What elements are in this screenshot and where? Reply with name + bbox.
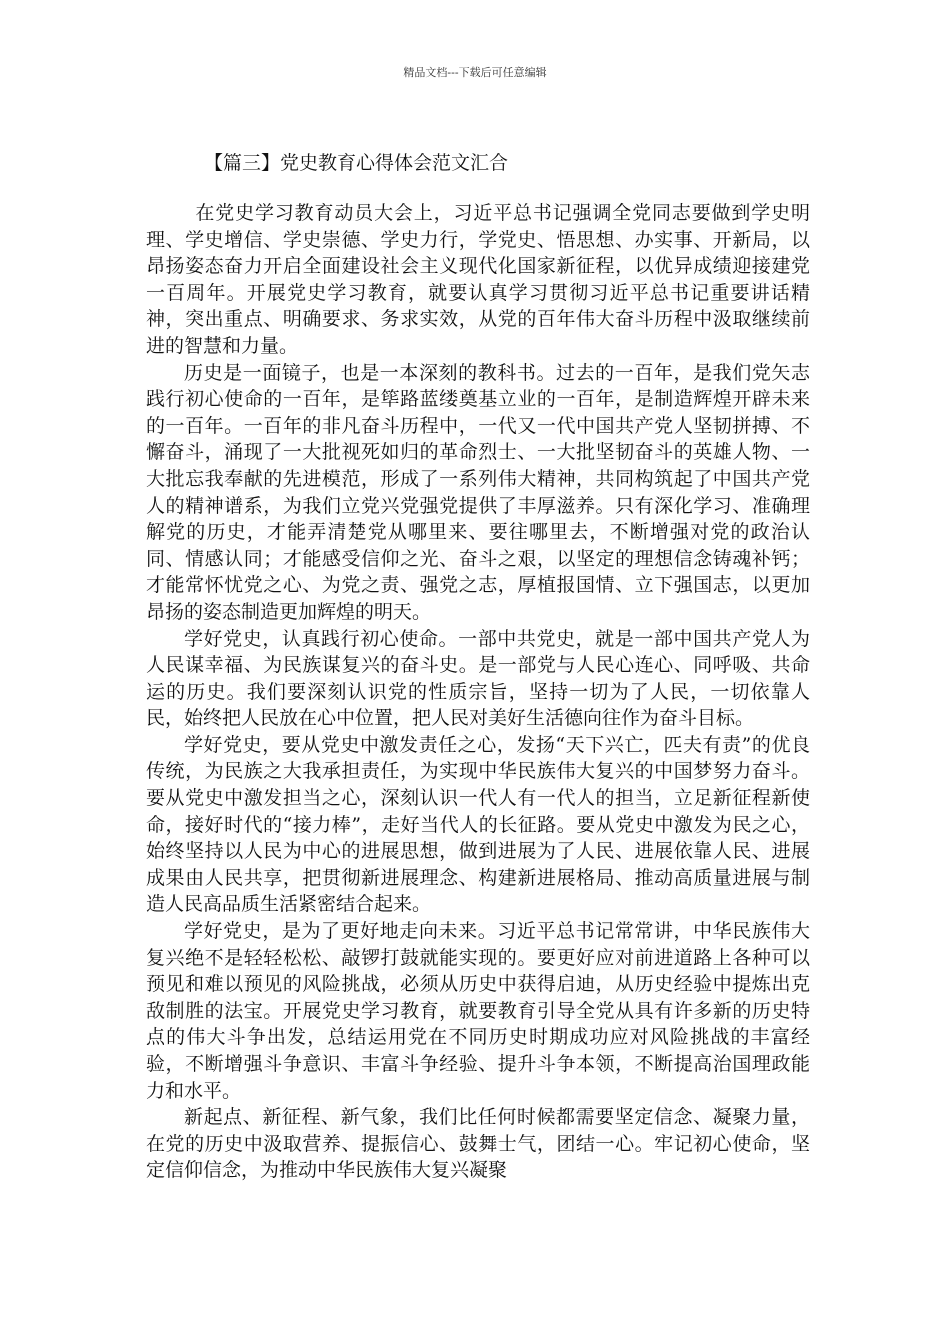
article-title: 【篇三】党史教育心得体会范文汇合 [204, 152, 509, 174]
paragraph: 在党史学习教育动员大会上，习近平总书记强调全党同志要做到学史明理、学史增信、学史崇德、学史力行，学党史、悟思想、办实事、开新局，以昂扬姿态奋力开启全面建设社会主义现代化国家新征程，以优异成绩迎接建党一百周年。开展党史学习教育，就要认真学习贯彻习近平总书记重要讲话精神，突出重点、明确要求、务求实效，从党的百年伟大奋斗历程中汲取继续前进的智慧和力量。 [146, 202, 810, 357]
article-body [146, 200, 810, 1184]
paragraph: 历史是一面镜子，也是一本深刻的教科书。过去的一百年，是我们党矢志践行初心使命的一百年，是筚路蓝缕奠基立业的一百年，是制造辉煌开辟未来的一百年。一百年的非凡奋斗历程中，一代又一代中国共产党人坚韧拼搏、不懈奋斗，涌现了一大批视死如归的革命烈士、一大批坚韧奋斗的英雄人物、一大批忘我奉献的先进模范，形成了一系列伟大精神，共同构筑起了中国共产党人的精神谱系，为我们立党兴党强党提供了丰厚滋养。只有深化学习、准确理解党的历史，才能弄清楚党从哪里来、要往哪里去，不断增强对党的政治认同、情感认同；才能感受信仰之光、奋斗之艰，以坚定的理想信念铸魂补钙；才能常怀忧党之心、为党之责、强党之志，厚植报国情、立下强国志，以更加昂扬的姿态制造更加辉煌的明天。 [146, 361, 810, 623]
paragraph: 学好党史，要从党史中激发责任之心，发扬“天下兴亡，匹夫有责”的优良传统，为民族之大我承担责任，为实现中华民族伟大复兴的中国梦努力奋斗。要从党史中激发担当之心，深刻认识一代人有一代人的担当，立足新征程新使命，接好时代的“接力棒”，走好当代人的长征路。要从党史中激发为民之心，始终坚持以人民为中心的进展思想，做到进展为了人民、进展依靠人民、进展成果由人民共享，把贯彻新进展理念、构建新进展格局、推动高质量进展与制造人民高品质生活紧密结合起来。 [146, 733, 810, 916]
paragraph: 学好党史，认真践行初心使命。一部中共党史，就是一部中国共产党人为人民谋幸福、为民族谋复兴的奋斗史。是一部党与人民心连心、同呼吸、共命运的历史。我们要深刻认识党的性质宗旨，坚持一切为了人民，一切依靠人民，始终把人民放在心中位置，把人民对美好生活德向往作为奋斗目标。 [146, 627, 810, 730]
paragraph: 新起点、新征程、新气象，我们比任何时候都需要坚定信念、凝聚力量，在党的历史中汲取营养、提振信心、鼓舞士气，团结一心。牢记初心使命，坚定信仰信念，为推动中华民族伟大复兴凝聚 [146, 1106, 810, 1182]
paragraph: 学好党史，是为了更好地走向未来。习近平总书记常常讲，中华民族伟大复兴绝不是轻轻松松、敲锣打鼓就能实现的。要更好应对前进道路上各种可以预见和难以预见的风险挑战，必须从历史中获得启迪，从历史经验中提炼出克敌制胜的法宝。开展党史学习教育，就要教育引导全党从具有许多新的历史特点的伟大斗争出发，总结运用党在不同历史时期成功应对风险挑战的丰富经验，不断增强斗争意识、丰富斗争经验、提升斗争本领，不断提高治国理政能力和水平。 [146, 920, 810, 1102]
page-header: 精品文档---下载后可任意编辑 [403, 66, 547, 79]
